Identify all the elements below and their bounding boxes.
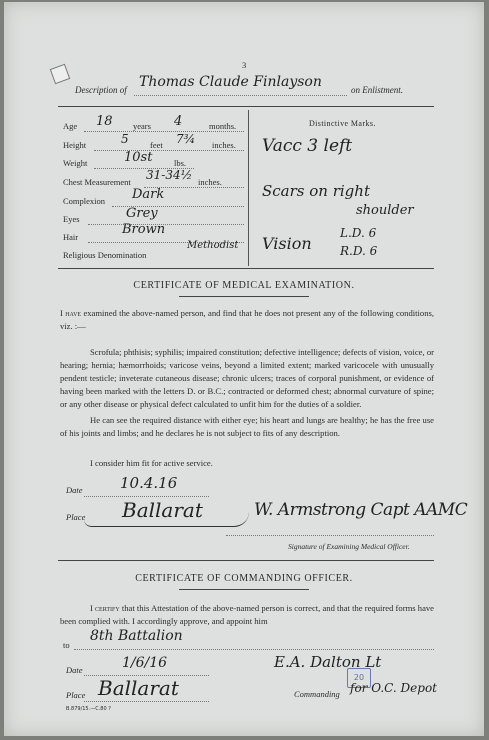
medical-para-3: He can see the required distance with either eye; his heart and lungs are healthy; he has the free use of his joints and limbs; and he declares he is not subject to fits of any description. <box>60 415 434 438</box>
description-label-end: on Enlistment. <box>351 85 403 95</box>
height-feet-value: 5 <box>121 132 129 146</box>
attestation-page <box>4 2 484 736</box>
age-years-value: 18 <box>96 114 113 129</box>
medical-date-label: Date <box>66 485 83 495</box>
weight-value: 10st <box>124 150 153 165</box>
height-label: Height <box>63 140 87 150</box>
appoint-to-value: 8th Battalion <box>90 628 183 644</box>
commanding-officer-signature-2: for O.C. Depot <box>350 681 437 695</box>
signature-rule <box>226 535 434 536</box>
commanding-para-rest: that this Attestation of the above-named person is correct, and that the required forms have been complied with. I accordingly approve, and appoint him <box>60 603 434 626</box>
depot-stamp-text: 20 <box>353 673 365 682</box>
recruit-name: Thomas Claude Finlayson <box>139 74 322 90</box>
medical-para-1-lead: I have <box>60 308 82 318</box>
chest-unit: inches. <box>198 177 222 187</box>
commanding-officer-signature: E.A. Dalton Lt <box>274 653 382 671</box>
religion-label: Religious Denomination <box>63 250 147 260</box>
medical-certificate-heading: CERTIFICATE OF MEDICAL EXAMINATION. <box>133 280 355 291</box>
commanding-para <box>60 602 434 628</box>
complexion-label: Complexion <box>63 196 106 206</box>
table-top-rule <box>58 106 434 107</box>
commanding-place-value: Ballarat <box>98 676 179 700</box>
table-bottom-rule <box>58 268 434 269</box>
medical-date-rule <box>84 496 209 497</box>
page-number: 3 <box>242 60 247 70</box>
eyes-label: Eyes <box>63 214 80 224</box>
medical-para-1-rest: examined the above-named person, and find that he does not present any of the following conditions, viz. :— <box>60 308 434 331</box>
height-rule <box>94 150 244 151</box>
eyes-rule <box>88 224 244 225</box>
hair-label: Hair <box>63 232 79 242</box>
place-flourish <box>84 512 249 527</box>
medical-heading-rule <box>179 296 309 297</box>
staple-mark <box>50 64 71 85</box>
height-inches-unit: inches. <box>212 140 236 150</box>
distinctive-line-1: Vacc 3 left <box>262 136 353 156</box>
medical-para-4: I consider him fit for active service. <box>90 458 213 468</box>
appoint-rule <box>74 649 434 650</box>
commanding-label: Commanding <box>294 689 340 699</box>
age-months-unit: months. <box>209 121 237 131</box>
age-label: Age <box>63 121 78 131</box>
age-years-unit: years <box>133 121 151 131</box>
section-divider <box>58 560 434 561</box>
commanding-certificate-heading: CERTIFICATE OF COMMANDING OFFICER. <box>135 573 353 584</box>
distinctive-line-3: shoulder <box>356 203 414 218</box>
height-inches-value: 7¾ <box>176 132 196 146</box>
table-divider <box>248 110 249 266</box>
commanding-place-rule <box>84 701 209 702</box>
distinctive-line-2: Scars on right <box>262 182 370 200</box>
description-label: Description of <box>75 85 127 95</box>
commanding-place-label: Place <box>66 690 86 700</box>
complexion-value: Dark <box>132 187 165 202</box>
medical-date-value: 10.4.16 <box>120 474 178 492</box>
medical-place-value: Ballarat <box>122 498 203 522</box>
medical-para-2: Scrofula; phthisis; syphilis; impaired constitution; defective intelligence; defects of vision, voice, or hearing; hernia; hæmorrhoids; varicose veins, beyond a limited extent; marked varicocele with unusually pendent testicle; inveterate cutaneous disease; chronic ulcers; traces of corporal punishment, or evidence of having been marked with the letters D. or B.C.; contracted or deformed chest; abnormal curvature of spine; or any other disease or physical defect calculated to unfit him for the duties of a soldier. <box>60 347 434 409</box>
weight-unit: lbs. <box>174 158 187 168</box>
chest-value: 31-34½ <box>146 168 193 182</box>
medical-place-label: Place <box>66 512 86 522</box>
age-months-value: 4 <box>174 114 183 129</box>
distinctive-line-6: R.D. 6 <box>340 244 378 258</box>
printer-mark: B.879/15.—C.80 ? <box>66 706 111 712</box>
religion-value: Methodist <box>187 240 239 251</box>
distinctive-line-4: Vision <box>262 234 312 253</box>
eyes-value: Grey <box>126 206 158 221</box>
commanding-para-lead: I certify <box>90 603 120 613</box>
hair-value: Brown <box>122 222 166 237</box>
medical-officer-signature: W. Armstrong Capt AAMC <box>254 500 468 520</box>
medical-officer-signature-label: Signature of Examining Medical Officer. <box>288 542 410 551</box>
weight-label: Weight <box>63 158 88 168</box>
height-feet-unit: feet <box>150 140 163 150</box>
distinctive-marks-header: Distinctive Marks. <box>309 119 376 128</box>
age-rule <box>84 131 244 132</box>
appoint-to-label: to <box>63 640 70 650</box>
chest-label: Chest Measurement <box>63 177 131 187</box>
commanding-date-value: 1/6/16 <box>122 655 168 671</box>
medical-para-1 <box>60 307 434 333</box>
commanding-date-label: Date <box>66 665 83 675</box>
distinctive-line-5: L.D. 6 <box>340 226 377 240</box>
name-rule <box>134 95 347 96</box>
commanding-heading-rule <box>179 589 309 590</box>
